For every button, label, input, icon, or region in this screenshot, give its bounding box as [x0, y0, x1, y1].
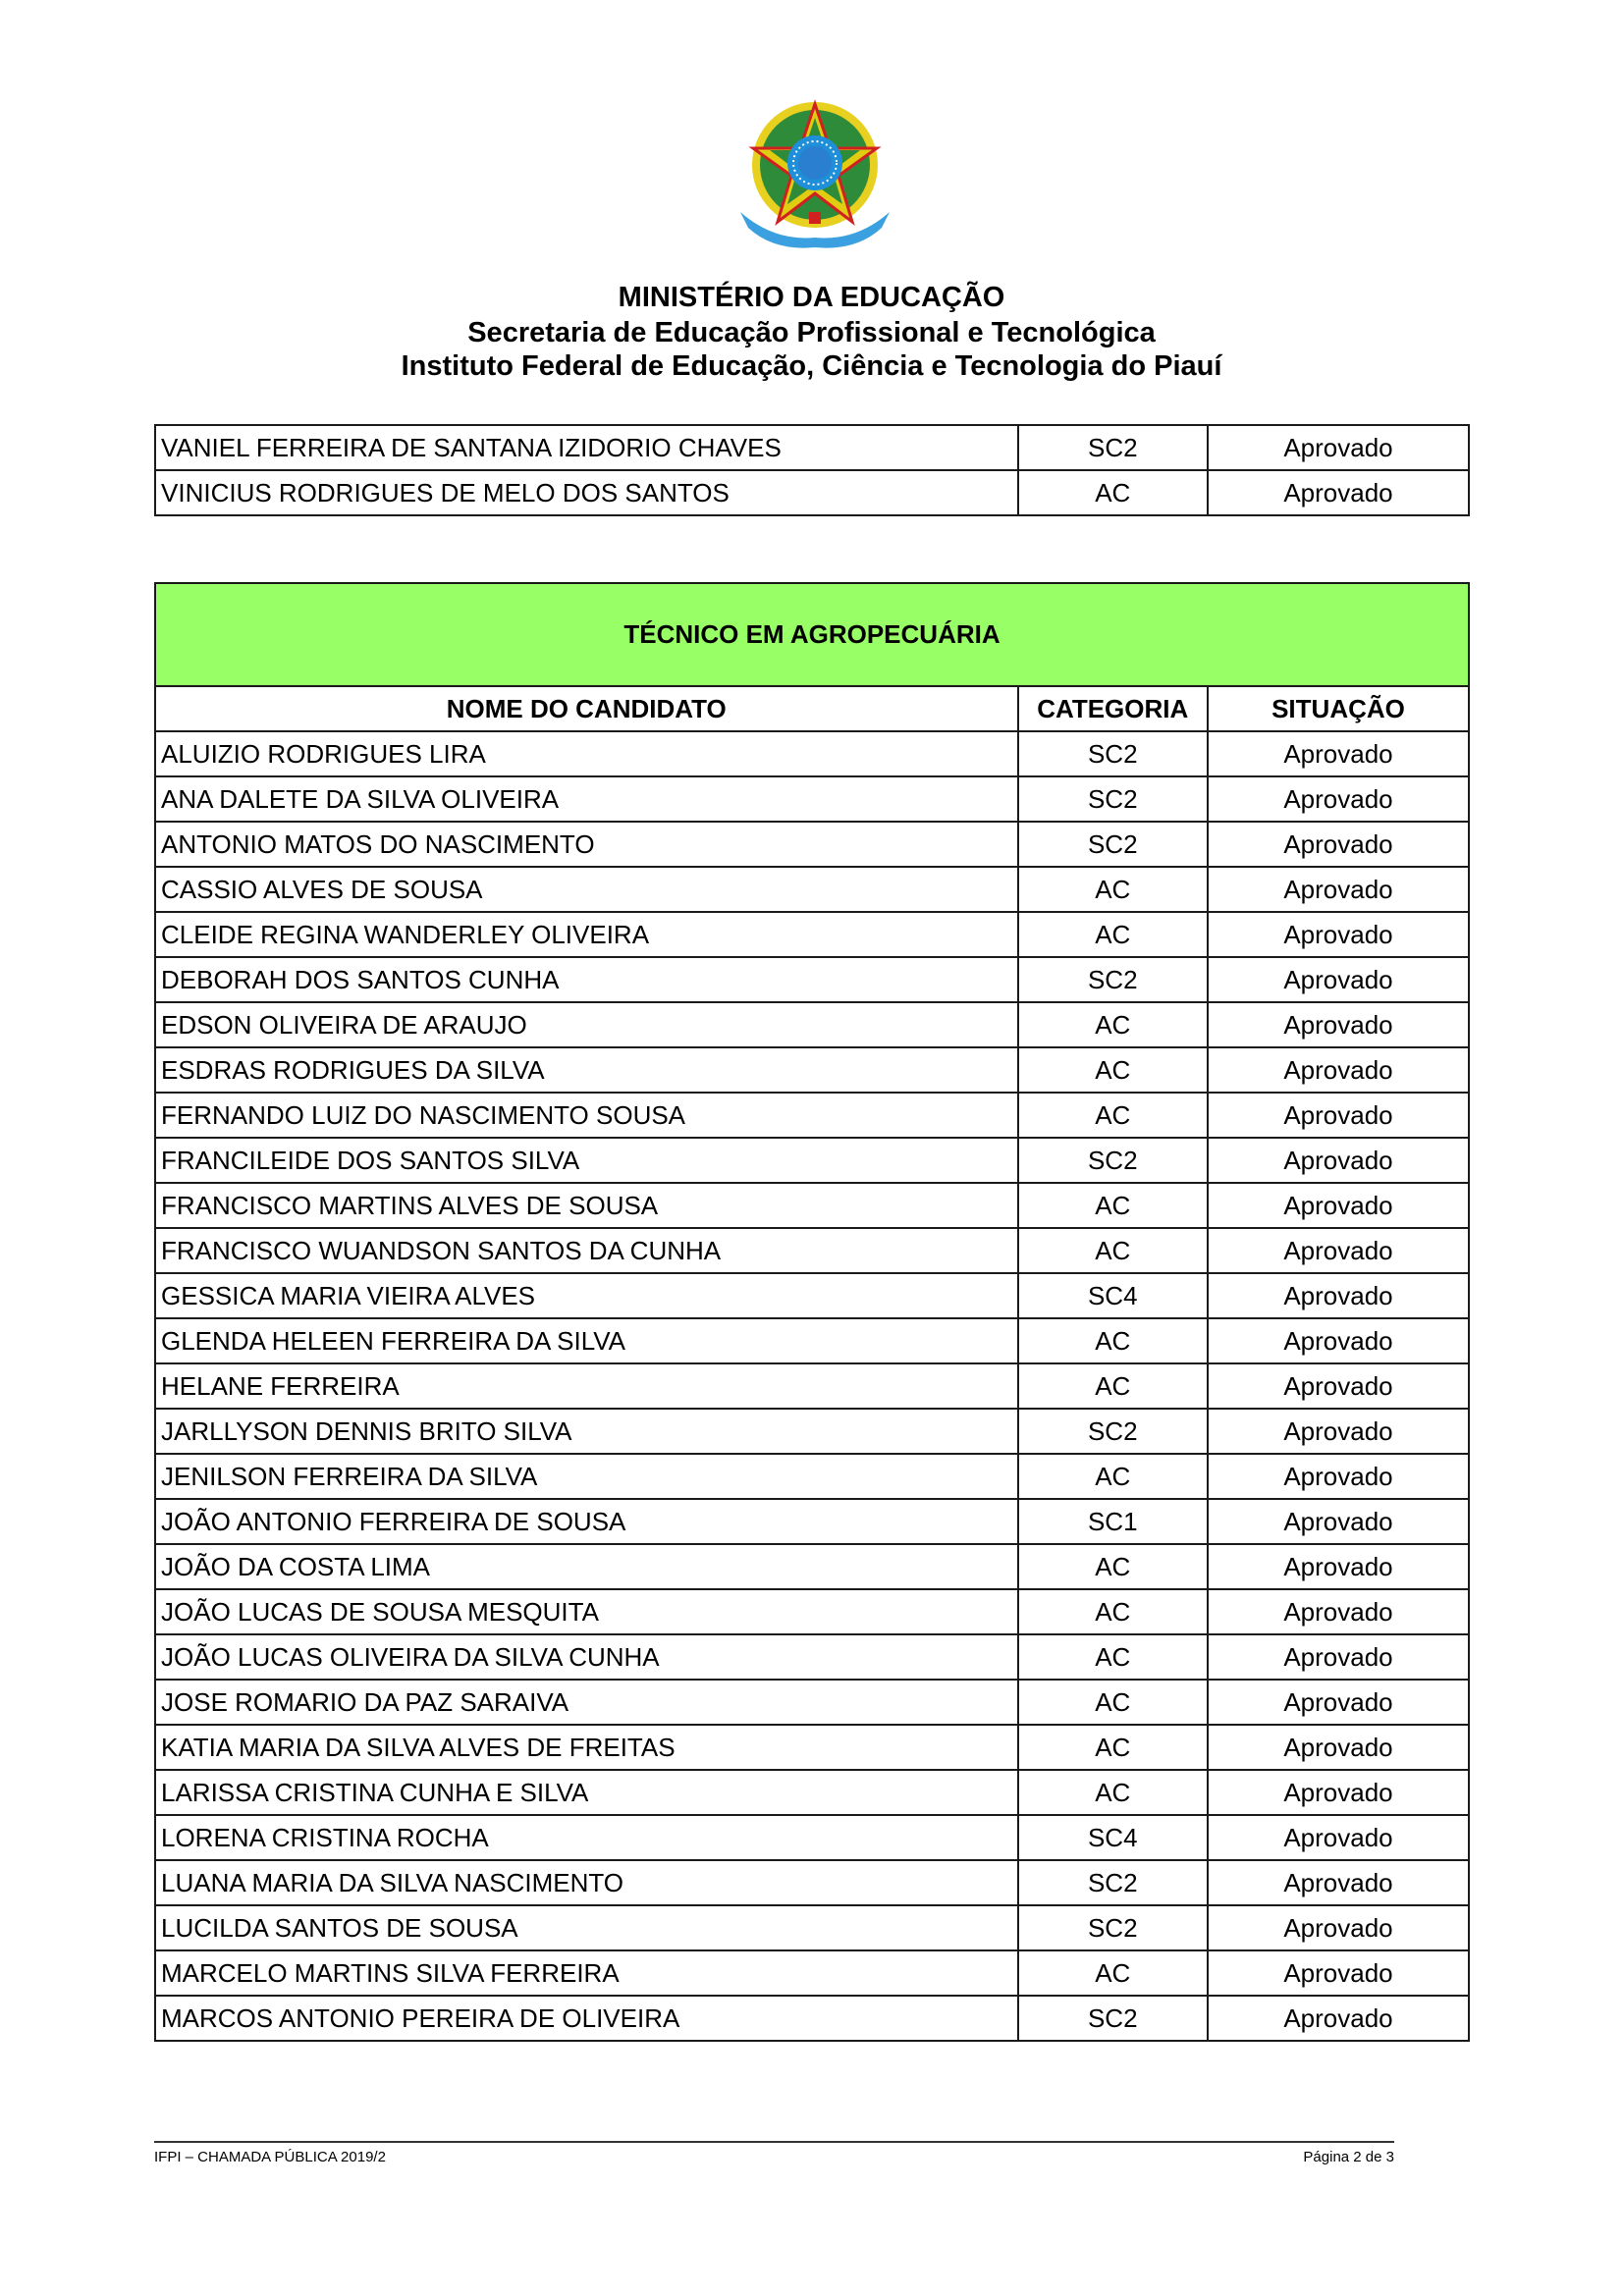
- candidate-name: LUCILDA SANTOS DE SOUSA: [155, 1905, 1018, 1950]
- column-header-row: [155, 686, 1469, 731]
- candidate-status: Aprovado: [1208, 1138, 1469, 1183]
- candidate-status: Aprovado: [1208, 731, 1469, 776]
- candidate-name: JOÃO DA COSTA LIMA: [155, 1544, 1018, 1589]
- table-row: [155, 1589, 1469, 1634]
- candidate-status: Aprovado: [1208, 1680, 1469, 1725]
- table-row: [155, 1318, 1469, 1363]
- table-row: [155, 1047, 1469, 1093]
- candidate-status: Aprovado: [1208, 867, 1469, 912]
- candidate-category: SC2: [1018, 425, 1208, 470]
- institute-title: Instituto Federal de Educação, Ciência e Tecnologia do Piauí: [401, 350, 1222, 382]
- candidate-name: JENILSON FERREIRA DA SILVA: [155, 1454, 1018, 1499]
- candidate-name: ESDRAS RODRIGUES DA SILVA: [155, 1047, 1018, 1093]
- candidate-category: AC: [1018, 1093, 1208, 1138]
- table-row: [155, 1996, 1469, 2041]
- candidate-name: FERNANDO LUIZ DO NASCIMENTO SOUSA: [155, 1093, 1018, 1138]
- table-row: [155, 1002, 1469, 1047]
- candidate-name: JOSE ROMARIO DA PAZ SARAIVA: [155, 1680, 1018, 1725]
- candidate-name: ANA DALETE DA SILVA OLIVEIRA: [155, 776, 1018, 822]
- candidate-status: Aprovado: [1208, 1002, 1469, 1047]
- candidate-category: SC2: [1018, 1409, 1208, 1454]
- table-row: [155, 1093, 1469, 1138]
- candidate-status: Aprovado: [1208, 1273, 1469, 1318]
- secretariat-title: Secretaria de Educação Profissional e Tecnológica: [467, 317, 1156, 348]
- candidate-status: Aprovado: [1208, 1860, 1469, 1905]
- candidate-status: Aprovado: [1208, 1093, 1469, 1138]
- candidate-status: Aprovado: [1208, 425, 1469, 470]
- candidate-status: Aprovado: [1208, 1499, 1469, 1544]
- continued-results-table: [154, 424, 1470, 516]
- table-row: [155, 1363, 1469, 1409]
- candidate-category: SC1: [1018, 1499, 1208, 1544]
- table-row: [155, 1770, 1469, 1815]
- candidate-name: FRANCISCO MARTINS ALVES DE SOUSA: [155, 1183, 1018, 1228]
- table-row: [155, 1815, 1469, 1860]
- table-row: [155, 1409, 1469, 1454]
- candidate-name: CLEIDE REGINA WANDERLEY OLIVEIRA: [155, 912, 1018, 957]
- table-row: [155, 822, 1469, 867]
- candidate-category: AC: [1018, 1544, 1208, 1589]
- candidate-category: AC: [1018, 1725, 1208, 1770]
- candidate-category: AC: [1018, 470, 1208, 515]
- candidate-name: LORENA CRISTINA ROCHA: [155, 1815, 1018, 1860]
- course-title: TÉCNICO EM AGROPECUÁRIA: [155, 583, 1469, 686]
- candidate-category: AC: [1018, 1454, 1208, 1499]
- candidate-name: KATIA MARIA DA SILVA ALVES DE FREITAS: [155, 1725, 1018, 1770]
- candidate-name: JOÃO LUCAS OLIVEIRA DA SILVA CUNHA: [155, 1634, 1018, 1680]
- candidate-name: JOÃO LUCAS DE SOUSA MESQUITA: [155, 1589, 1018, 1634]
- footer-document-title: IFPI – CHAMADA PÚBLICA 2019/2: [154, 2149, 386, 2165]
- candidate-category: SC4: [1018, 1815, 1208, 1860]
- candidate-category: SC2: [1018, 776, 1208, 822]
- candidate-category: AC: [1018, 1183, 1208, 1228]
- ministry-title: MINISTÉRIO DA EDUCAÇÃO: [618, 282, 1005, 313]
- candidate-name: GESSICA MARIA VIEIRA ALVES: [155, 1273, 1018, 1318]
- candidate-name: VANIEL FERREIRA DE SANTANA IZIDORIO CHAVES: [155, 425, 1018, 470]
- table-row: [155, 1725, 1469, 1770]
- column-header-category: CATEGORIA: [1018, 686, 1208, 731]
- candidate-category: AC: [1018, 1002, 1208, 1047]
- candidate-status: Aprovado: [1208, 1589, 1469, 1634]
- candidate-category: SC2: [1018, 1905, 1208, 1950]
- candidate-status: Aprovado: [1208, 1950, 1469, 1996]
- candidate-name: HELANE FERREIRA: [155, 1363, 1018, 1409]
- table-row: [155, 1634, 1469, 1680]
- candidate-category: AC: [1018, 1318, 1208, 1363]
- candidate-category: SC2: [1018, 1138, 1208, 1183]
- candidate-name: JOÃO ANTONIO FERREIRA DE SOUSA: [155, 1499, 1018, 1544]
- table-row: [155, 425, 1469, 470]
- candidate-name: CASSIO ALVES DE SOUSA: [155, 867, 1018, 912]
- candidate-category: SC2: [1018, 1860, 1208, 1905]
- candidate-status: Aprovado: [1208, 957, 1469, 1002]
- candidate-category: AC: [1018, 1363, 1208, 1409]
- candidate-status: Aprovado: [1208, 1905, 1469, 1950]
- candidate-name: MARCOS ANTONIO PEREIRA DE OLIVEIRA: [155, 1996, 1018, 2041]
- candidate-category: AC: [1018, 867, 1208, 912]
- candidate-category: AC: [1018, 1634, 1208, 1680]
- candidate-name: DEBORAH DOS SANTOS CUNHA: [155, 957, 1018, 1002]
- candidate-status: Aprovado: [1208, 1047, 1469, 1093]
- candidate-name: ALUIZIO RODRIGUES LIRA: [155, 731, 1018, 776]
- candidate-category: SC4: [1018, 1273, 1208, 1318]
- table-row: [155, 1228, 1469, 1273]
- candidate-status: Aprovado: [1208, 776, 1469, 822]
- table-row: [155, 470, 1469, 515]
- course-table-body: [155, 731, 1469, 2041]
- table-row: [155, 957, 1469, 1002]
- table-row: [155, 1905, 1469, 1950]
- table-row: [155, 1273, 1469, 1318]
- candidate-category: SC2: [1018, 731, 1208, 776]
- candidate-name: LUANA MARIA DA SILVA NASCIMENTO: [155, 1860, 1018, 1905]
- candidate-status: Aprovado: [1208, 1725, 1469, 1770]
- table-row: [155, 1950, 1469, 1996]
- candidate-status: Aprovado: [1208, 1409, 1469, 1454]
- column-header-name: NOME DO CANDIDATO: [155, 686, 1018, 731]
- table-row: [155, 731, 1469, 776]
- candidate-name: GLENDA HELEEN FERREIRA DA SILVA: [155, 1318, 1018, 1363]
- candidate-name: FRANCILEIDE DOS SANTOS SILVA: [155, 1138, 1018, 1183]
- table-row: [155, 1454, 1469, 1499]
- candidate-name: JARLLYSON DENNIS BRITO SILVA: [155, 1409, 1018, 1454]
- candidate-status: Aprovado: [1208, 1770, 1469, 1815]
- candidate-status: Aprovado: [1208, 822, 1469, 867]
- candidate-status: Aprovado: [1208, 1228, 1469, 1273]
- candidate-status: Aprovado: [1208, 1454, 1469, 1499]
- footer-page-number: Página 2 de 3: [1303, 2149, 1394, 2165]
- candidate-name: FRANCISCO WUANDSON SANTOS DA CUNHA: [155, 1228, 1018, 1273]
- table-row: [155, 867, 1469, 912]
- candidate-status: Aprovado: [1208, 1996, 1469, 2041]
- candidate-name: EDSON OLIVEIRA DE ARAUJO: [155, 1002, 1018, 1047]
- table-row: [155, 1499, 1469, 1544]
- column-header-status: SITUAÇÃO: [1208, 686, 1469, 731]
- course-title-row: [155, 583, 1469, 686]
- candidate-category: SC2: [1018, 1996, 1208, 2041]
- candidate-category: AC: [1018, 1680, 1208, 1725]
- candidate-category: SC2: [1018, 957, 1208, 1002]
- candidate-category: AC: [1018, 1589, 1208, 1634]
- footer-divider: [154, 2141, 1394, 2143]
- candidate-category: AC: [1018, 1047, 1208, 1093]
- table-row: [155, 1138, 1469, 1183]
- candidate-status: Aprovado: [1208, 1363, 1469, 1409]
- course-results-table: [154, 582, 1470, 2042]
- candidate-category: AC: [1018, 912, 1208, 957]
- candidate-status: Aprovado: [1208, 1544, 1469, 1589]
- candidate-status: Aprovado: [1208, 912, 1469, 957]
- candidate-status: Aprovado: [1208, 1815, 1469, 1860]
- table-row: [155, 912, 1469, 957]
- candidate-status: Aprovado: [1208, 1318, 1469, 1363]
- table-row: [155, 776, 1469, 822]
- candidate-name: VINICIUS RODRIGUES DE MELO DOS SANTOS: [155, 470, 1018, 515]
- candidate-category: AC: [1018, 1950, 1208, 1996]
- candidate-category: AC: [1018, 1770, 1208, 1815]
- candidate-category: AC: [1018, 1228, 1208, 1273]
- candidate-name: LARISSA CRISTINA CUNHA E SILVA: [155, 1770, 1018, 1815]
- candidate-name: ANTONIO MATOS DO NASCIMENTO: [155, 822, 1018, 867]
- candidate-status: Aprovado: [1208, 1634, 1469, 1680]
- candidate-name: MARCELO MARTINS SILVA FERREIRA: [155, 1950, 1018, 1996]
- candidate-status: Aprovado: [1208, 1183, 1469, 1228]
- candidate-status: Aprovado: [1208, 470, 1469, 515]
- table-row: [155, 1544, 1469, 1589]
- table-row: [155, 1860, 1469, 1905]
- table-row: [155, 1680, 1469, 1725]
- table-row: [155, 1183, 1469, 1228]
- candidate-category: SC2: [1018, 822, 1208, 867]
- brasil-coat-of-arms-icon: [734, 94, 895, 255]
